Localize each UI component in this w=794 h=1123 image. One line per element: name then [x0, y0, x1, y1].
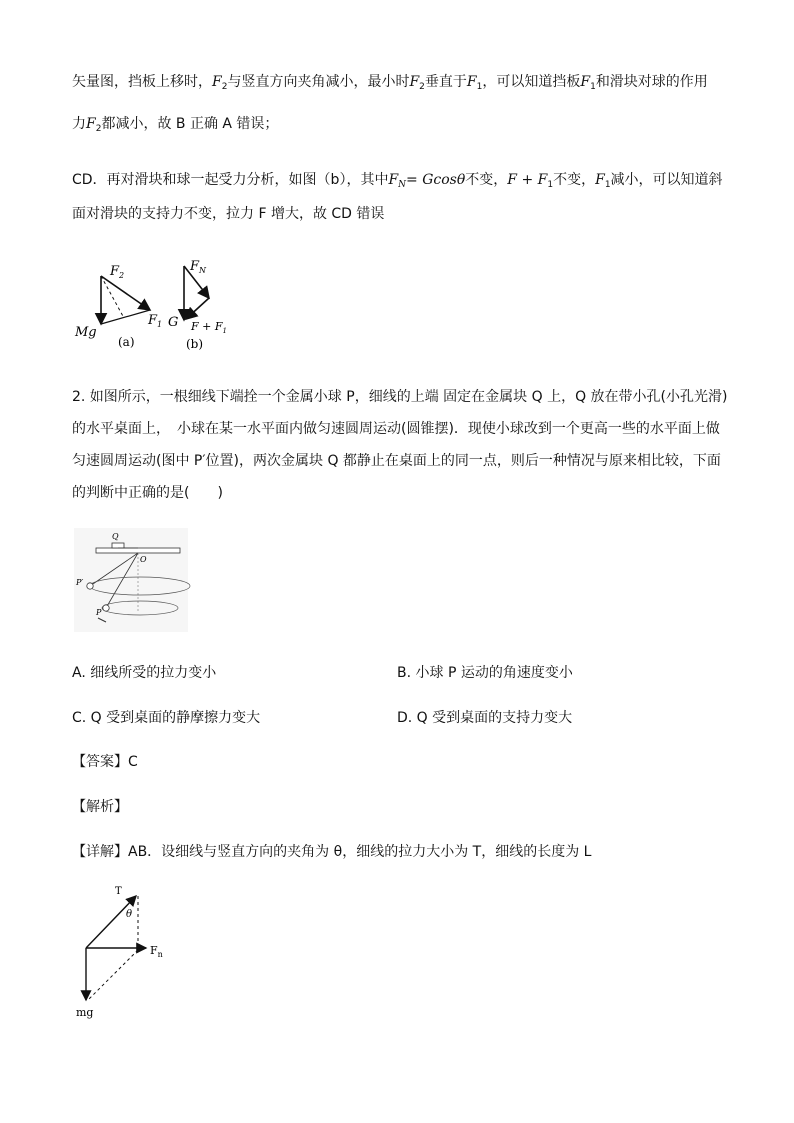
text-segment: 和滑块对球的作用 [595, 74, 708, 90]
orbit-upper [90, 577, 190, 595]
symbol-f1: F [580, 74, 591, 90]
option-a[interactable]: A. 细线所受的拉力变小 [72, 665, 217, 681]
orbit-lower [102, 601, 178, 615]
text-segment: 与竖直方向夹角减小，最小时 [227, 74, 410, 90]
subscript: 2 [419, 82, 425, 92]
detail-text: AB．设细线与竖直方向的夹角为 θ，细线的拉力大小为 T，细线的长度为 L [128, 844, 592, 860]
answer-line [72, 752, 138, 772]
symbol-f2: F [212, 74, 222, 90]
figure-force-triangles [66, 256, 246, 356]
label-fn: $F_n$ [150, 944, 163, 959]
subscript: 1 [590, 82, 596, 92]
question-line-1: 2. 如图所示，一根细线下端拴一个金属小球 P，细线的上端 固定在金属块 Q 上，Q 放在带小孔(小孔光滑) [72, 389, 728, 405]
subscript: 2 [221, 82, 228, 92]
label-f1: $F_1$ [148, 313, 163, 329]
label-g: G [168, 315, 179, 330]
subscript: N [398, 180, 407, 190]
question-line-3: 匀速圆周运动(图中 P′位置)，两次金属块 Q 都静止在桌面上的同一点，则后一种情况与原来相比较，下面 [72, 453, 721, 469]
symbol-f1: F [595, 172, 605, 188]
symbol-f2: F [86, 116, 96, 132]
answer-value: C [128, 754, 138, 770]
text-segment: CD．再对滑块和球一起受力分析，如图（b），其中 [72, 172, 389, 188]
label-mg: mg [76, 1006, 94, 1019]
text-segment: 垂直于 [424, 74, 467, 90]
cd-paragraph-line-1 [72, 170, 723, 195]
subscript: 1 [547, 180, 554, 190]
prev-solution-line-1 [72, 72, 708, 97]
subscript: 1 [476, 82, 483, 92]
option-b[interactable]: B. 小球 P 运动的角速度变小 [397, 665, 573, 681]
label-q: Q [112, 532, 119, 541]
symbol-fn: F [388, 172, 399, 188]
label-o: O [140, 555, 147, 564]
ball-p-prime [87, 583, 93, 589]
text-segment: 不变， [553, 172, 596, 188]
question-line-4: 的判断中正确的是( ) [72, 485, 223, 501]
figure-a [74, 264, 162, 349]
pendulum-figure [74, 528, 188, 632]
text-segment: 力 [72, 116, 86, 132]
answer-label: 【答案】 [72, 754, 128, 770]
label-p-prime: P′ [76, 578, 84, 587]
subscript: 1 [604, 180, 611, 190]
label-t: T [115, 886, 122, 897]
symbol-f2: F [409, 74, 420, 90]
dashed-diagonal [88, 950, 138, 1000]
figure-b [168, 259, 227, 351]
caption-a: (a) [118, 335, 135, 349]
f-plus-f1-arrow [186, 298, 209, 319]
analysis-label: 【解析】 [72, 799, 128, 815]
detail-line [72, 842, 591, 862]
text-segment: 都减小，故 B 正确 A 错误； [101, 116, 279, 132]
caption-b: (b) [186, 337, 204, 351]
motion-arrow [98, 618, 106, 622]
subscript: 2 [95, 124, 102, 134]
dashed-f2-line [101, 276, 124, 318]
option-c[interactable]: C. Q 受到桌面的静摩擦力变大 [72, 710, 261, 726]
text-segment: 减小，可以知道斜 [610, 172, 723, 188]
symbol-f1: F [466, 74, 477, 90]
question-line-2: 的水平桌面上， 小球在某一水平面内做匀速圆周运动(圆锥摆)．现使小球改到一个更高一些的水平面上做 [72, 421, 720, 437]
label-f-plus-f1: $F + F_1$ [191, 320, 227, 335]
detail-label: 【详解】 [72, 844, 128, 860]
force-decomposition-figure [70, 882, 190, 1022]
text-segment: 矢量图，挡板上移时， [72, 74, 212, 90]
cd-paragraph-line-2: 面对滑块的支持力不变，拉力 F 增大，故 CD 错误 [72, 206, 385, 222]
string-to-p [106, 553, 138, 608]
ball-p [103, 605, 109, 611]
tension-arrow [86, 896, 136, 948]
text-segment: ，可以知道挡板 [482, 74, 581, 90]
label-f2: $F_2$ [110, 264, 125, 280]
block-q [112, 543, 124, 548]
formula-gcos: = Gcosθ [406, 172, 466, 188]
text-segment: 不变， [465, 172, 508, 188]
triangle-side [101, 310, 150, 324]
option-d[interactable]: D. Q 受到桌面的支持力变大 [397, 710, 573, 726]
formula-f-plus-f1: F + F [507, 172, 548, 188]
label-fn: $F_N$ [190, 259, 207, 275]
label-p: P [96, 608, 102, 617]
table-surface [96, 548, 180, 553]
label-mg: Mg [75, 325, 97, 340]
label-theta: θ [126, 909, 133, 920]
prev-solution-line-2 [72, 114, 278, 139]
f1-arrow [101, 276, 150, 310]
